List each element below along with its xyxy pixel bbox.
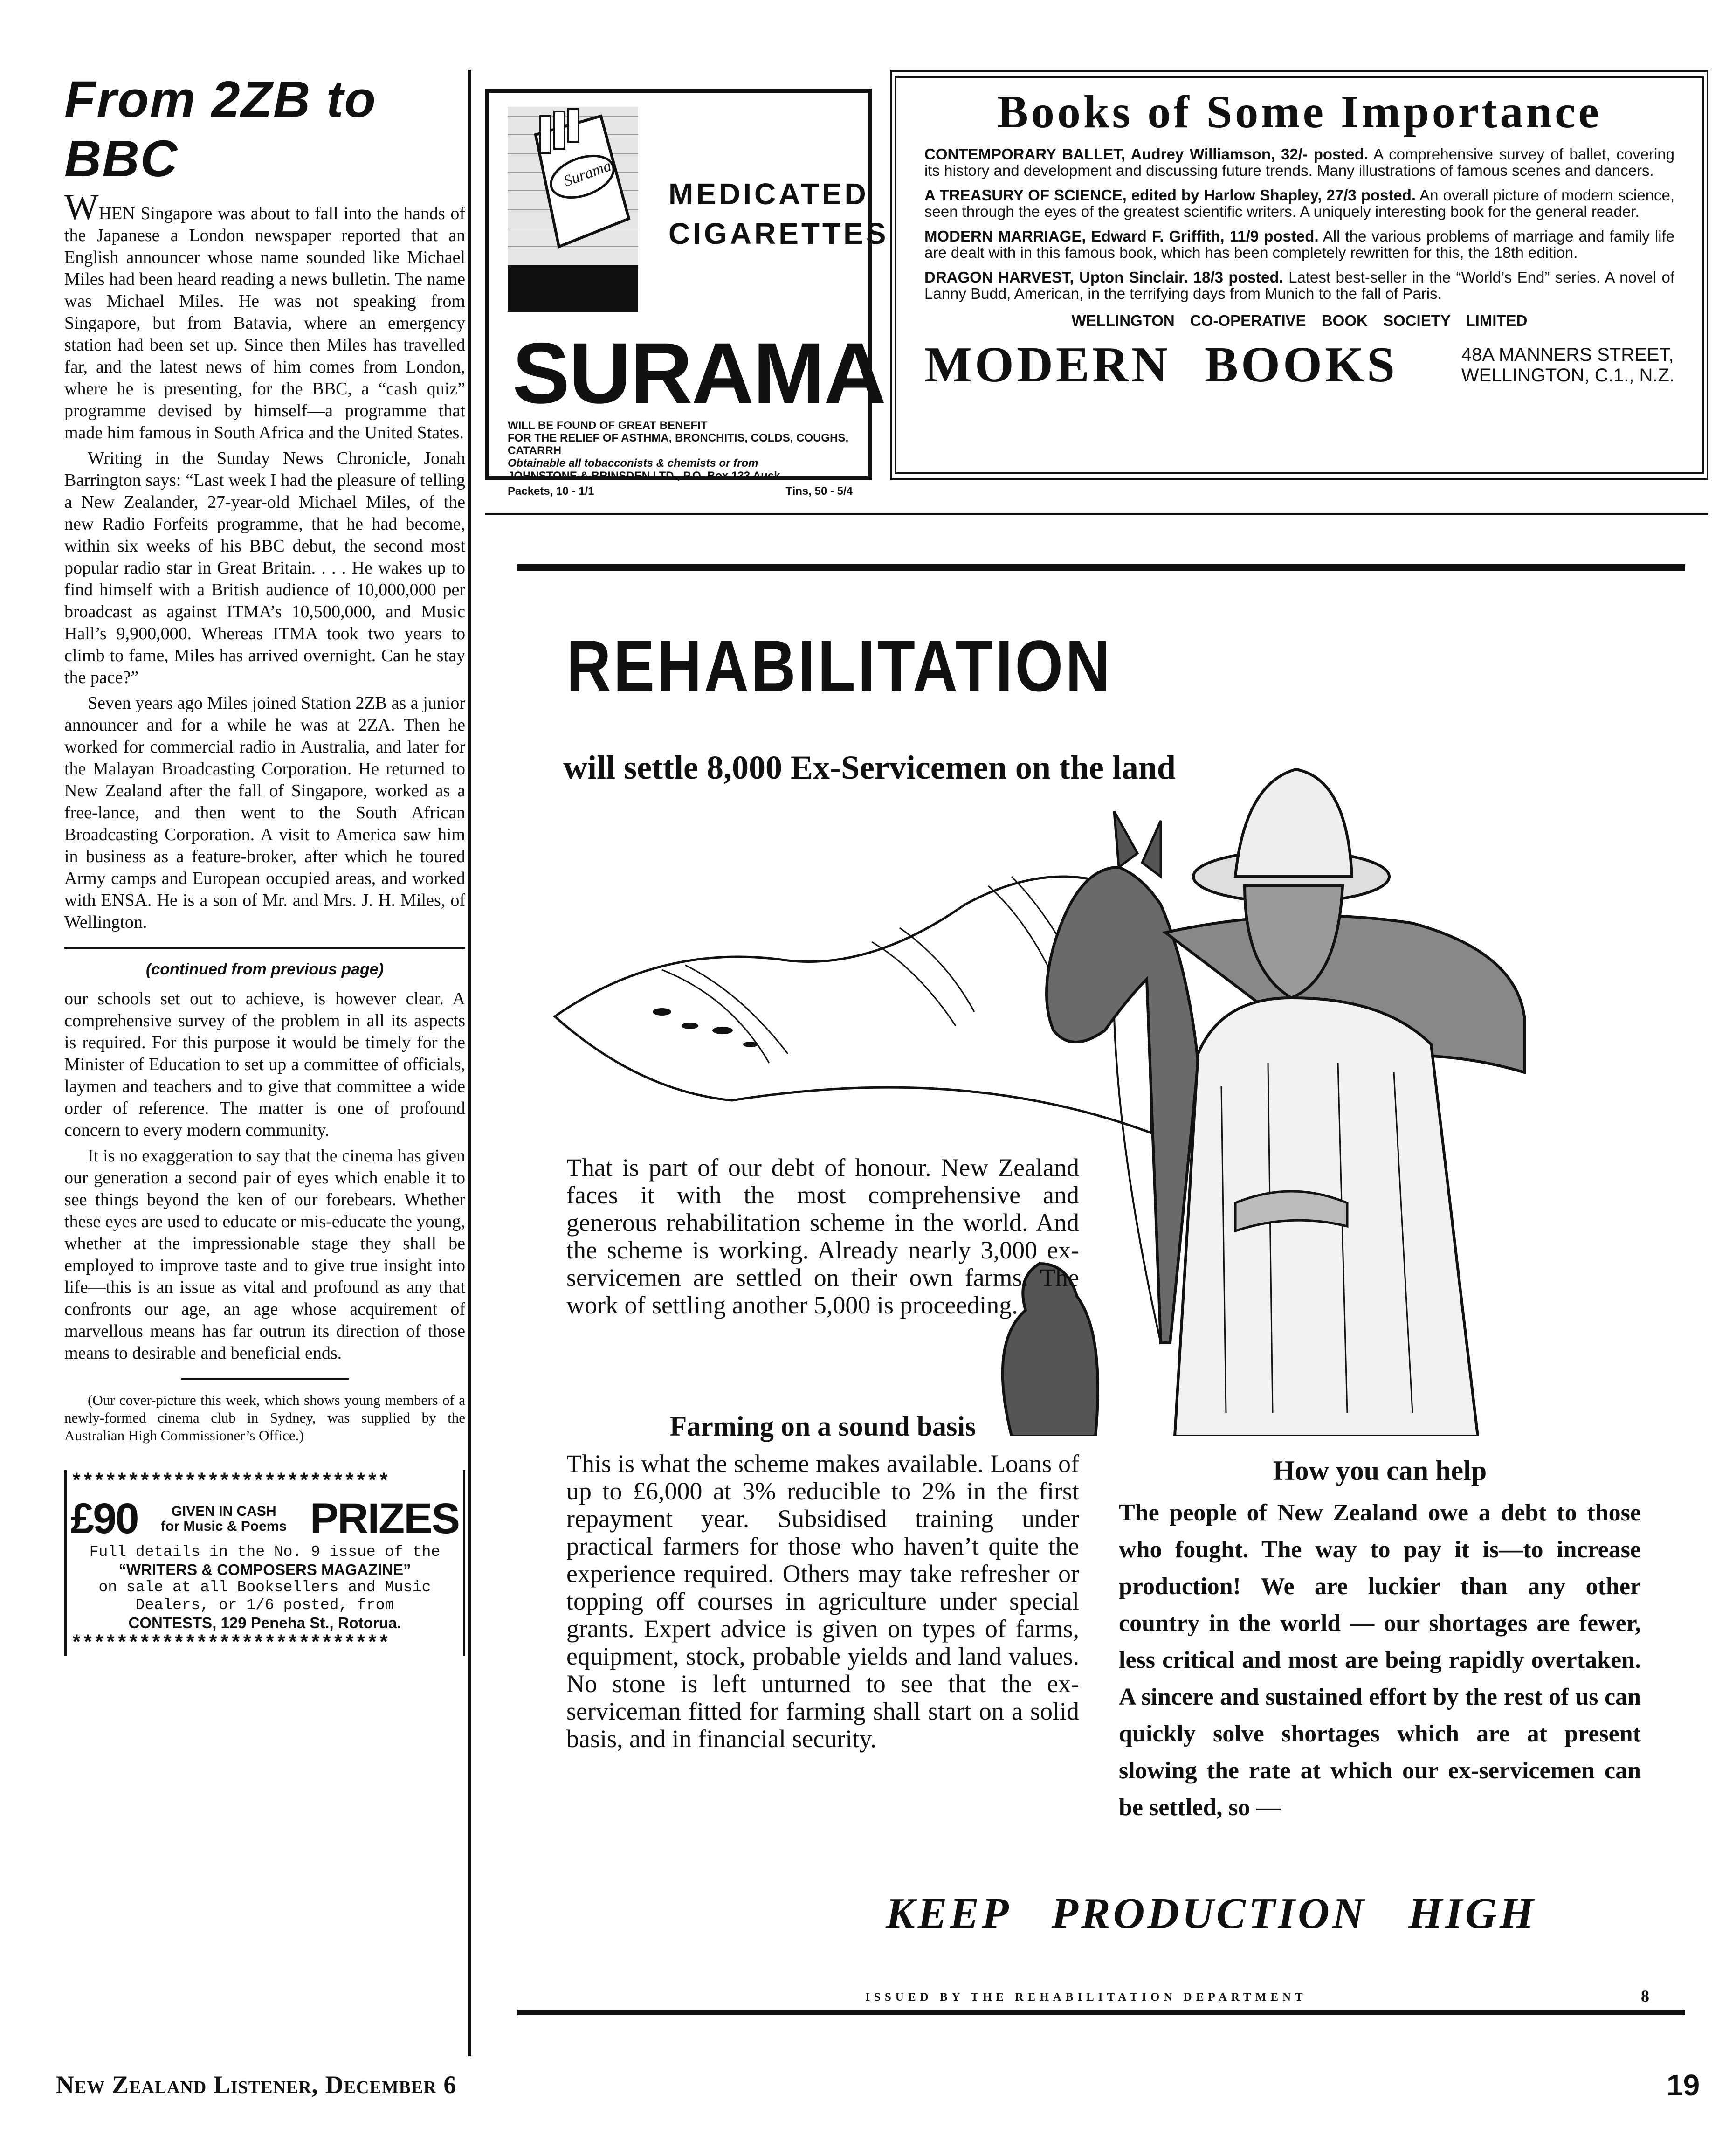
article-paragraph: Writing in the Sunday News Chronicle, Jonah Barrington says: “Last week I had the pleasure of telling a New Zealander, 27-year-old Michael Miles, of the new Radio Forfeits programme, that he had become, within six weeks of his BBC debut, the second most popular radio star in Great Britain. . . . He wakes up to find himself with a British audience of 10,000,000 per broadcast as against ITMA’s 10,500,000, and Music Hall’s 9,900,000. Whereas ITMA took two years to climb to fame, Miles has arrived overnight. Can he stay the pace?” bbox=[64, 449, 465, 687]
horizontal-rule bbox=[517, 564, 1685, 571]
prize-subtext-line: GIVEN IN CASH bbox=[171, 1503, 276, 1519]
book-title: DRAGON HARVEST, Upton Sinclair. 18/3 posted. bbox=[924, 269, 1283, 286]
article-paragraph-text: HEN Singapore was about to fall into the hands of the Japanese a London newspaper reported that an English announcer whose name sounded like Michael Miles had been heard reading a news bulletin. The name was Michael Miles. He was not speaking from Singapore, but from Batavia, where an emergency station had been set up. Since then Miles has travelled far, and the latest news of him comes from London, where he is presenting, for the BBC, a “cash quiz” programme devised by himself—a programme that made him famous in South Africa and the United States. bbox=[64, 204, 465, 442]
horizontal-rule bbox=[517, 2010, 1685, 2015]
book-description: A comprehensive survey of ballet, covering its history and development and discussing future trends. Many illustrations of famous scenes and dancers. bbox=[924, 145, 1675, 179]
prize-headline bbox=[70, 1494, 459, 1543]
cover-picture-note: (Our cover-picture this week, which shows young members of a newly-formed cinema club in Sydney, was supplied by the Australian High Commissioner’s Office.) bbox=[64, 1392, 465, 1444]
books-ad bbox=[890, 70, 1708, 480]
cigarette-pack-icon bbox=[508, 107, 638, 312]
tins-price: Tins, 50 - 5/4 bbox=[785, 485, 853, 498]
help-heading: How you can help bbox=[1273, 1455, 1487, 1486]
book-title: CONTEMPORARY BALLET, Audrey Williamson, 32/- posted. bbox=[924, 145, 1369, 163]
column-rule bbox=[468, 70, 471, 2056]
books-ad-title: Books of Some Importance bbox=[997, 86, 1602, 138]
book-item bbox=[924, 146, 1674, 179]
continued-paragraph: our schools set out to achieve, is however clear. A comprehensive survey of the problem in all its aspects is required. For this purpose it would be timely for the Minister of Education to set up a committee of officials, laymen and teachers and to give that committee a wide order of reference. The matter is one of profound concern to every modern community. bbox=[64, 989, 465, 1140]
book-society: WELLINGTON CO-OPERATIVE BOOK SOCIETY LIMITED bbox=[1071, 312, 1528, 329]
book-title: MODERN MARRIAGE, Edward F. Griffith, 11/9 posted. bbox=[924, 228, 1319, 245]
medicated-label: MEDICATED bbox=[668, 177, 869, 211]
book-description: All the various problems of marriage and family life are dealt with in this famous book, which has been completely rewritten for this, the 18th edition. bbox=[924, 228, 1674, 261]
page-number: 19 bbox=[1667, 2068, 1700, 2102]
cigarettes-label: CIGARETTES bbox=[668, 217, 889, 250]
help-text: The people of New Zealand owe a debt to those who fought. The way to pay it is—to increase production! We are luckier than any other country in the world — our shortages are fewer, less critical and most are being rapidly overtaken. A sincere and sustained effort by the rest of us can quickly solve shortages which are at present slowing the rate at which our ex-servicemen can be settled, so — bbox=[1119, 1499, 1641, 1821]
surama-ad bbox=[485, 89, 889, 498]
store-address bbox=[1461, 345, 1674, 386]
divider bbox=[181, 1378, 349, 1380]
address-line: 48A MANNERS STREET, bbox=[1461, 345, 1674, 365]
book-item bbox=[924, 187, 1674, 220]
continued-paragraph: It is no exaggeration to say that the cinema has given our generation a second pair of eyes which enable it to see things beyond the ken of our forebears. Whether these eyes are used to educate or mis-educate the young, whether at the impressionable stage they shall be employed to improve taste and to give true insight into life—this is an issue as vital and profound as any that confronts our age, an age whose acquirement of marvellous means has far outrun its direction of those means to desirable and beneficial ends. bbox=[64, 1146, 465, 1363]
prizes-ad bbox=[64, 1470, 465, 1656]
issued-by: ISSUED BY THE REHABILITATION DEPARTMENT bbox=[865, 1991, 1307, 2004]
prize-subtext-line: for Music & Poems bbox=[161, 1518, 287, 1534]
prize-line: “WRITERS & COMPOSERS MAGAZINE” bbox=[118, 1561, 411, 1578]
book-description: Latest best-seller in the “World’s End” series. A novel of Lanny Budd, American, in the terrifying days from Munich to the fall of Paris. bbox=[924, 269, 1674, 302]
book-description: An overall picture of modern science, seen through the eyes of the greatest scientific writers. A uniquely interesting book for the general reader. bbox=[924, 187, 1674, 220]
book-item bbox=[924, 269, 1674, 302]
article-paragraph bbox=[64, 187, 465, 444]
article-body bbox=[64, 187, 465, 933]
article-paragraph: Seven years ago Miles joined Station 2ZB as a junior announcer and for a while he was at 2ZA. Then he worked for commercial radio in Australia, and later for the Malayan Broadcasting Corporation. He returned to New Zealand after the fall of Singapore, worked as a free-lance, and then went to the South African Broadcasting Corporation. A visit to America saw him in business as a feature-broker, after which he toured Army camps and European occupied areas, and worked with ENSA. He is a son of Mr. and Mrs. J. H. Miles, of Wellington. bbox=[64, 693, 465, 932]
surama-line: FOR THE RELIEF OF ASTHMA, BRONCHITIS, COLDS, COUGHS, CATARRH bbox=[508, 432, 849, 457]
left-column bbox=[64, 70, 465, 1656]
drop-cap: W bbox=[64, 187, 99, 227]
rehab-intro: That is part of our debt of honour. New Zealand faces it with the most comprehensive and generous rehabilitation scheme in the world. And the scheme is working. Already nearly 3,000 ex-servicemen are settled on their own farms. The work of settling another 5,000 is proceeding. bbox=[566, 1154, 1079, 1319]
prize-subtext bbox=[161, 1504, 287, 1534]
prize-line: Dealers, or 1/6 posted, from bbox=[135, 1596, 394, 1614]
stars-border-bottom: **************************** bbox=[70, 1632, 389, 1656]
surama-line: Obtainable all tobacconists & chemists or from bbox=[508, 457, 758, 470]
prize-line: CONTESTS, 129 Peneha St., Rotorua. bbox=[128, 1614, 401, 1631]
continued-note: (continued from previous page) bbox=[145, 960, 384, 978]
surama-text bbox=[508, 419, 853, 498]
rehab-subtitle: will settle 8,000 Ex-Servicemen on the land bbox=[563, 749, 1176, 786]
prize-line: Full details in the No. 9 issue of the bbox=[89, 1543, 441, 1561]
stars-border-top: **************************** bbox=[70, 1471, 389, 1494]
books-ad-inner bbox=[895, 76, 1704, 474]
surama-brand: SURAMA bbox=[512, 325, 885, 422]
surama-line: JOHNSTONE & BRINSDEN LTD., P.O. Box 133 Auck. bbox=[508, 470, 784, 482]
pack-label: Surama bbox=[561, 157, 614, 190]
prizes-word: PRIZES bbox=[310, 1495, 459, 1542]
slogan: KEEP PRODUCTION HIGH bbox=[886, 1889, 1536, 1938]
publication-footer: New Zealand Listener, December 6 bbox=[56, 2071, 457, 2099]
issued-mark: 8 bbox=[1641, 1987, 1649, 2005]
horizontal-rule bbox=[485, 513, 1708, 515]
farming-heading: Farming on a sound basis bbox=[669, 1411, 976, 1442]
address-line: WELLINGTON, C.1., N.Z. bbox=[1461, 365, 1674, 386]
book-item bbox=[924, 228, 1674, 261]
continued-body bbox=[64, 988, 465, 1364]
surama-prices bbox=[508, 485, 853, 498]
farming-text: This is what the scheme makes available. Loans of up to £6,000 at 3% reducible to 2% in the first repayment year. Subsidised training under practical farmers for those who haven’t quite the experience required. Others may take refresher or topping off courses in agriculture under special grants. Expert advice is given on types of farms, equipment, stock, probable yields and land values. No stone is left unturned to see that the ex-serviceman fitted for farming shall start on a solid basis, and in financial security. bbox=[566, 1450, 1079, 1753]
books-store bbox=[924, 336, 1674, 394]
divider bbox=[64, 947, 465, 949]
surama-line: WILL BE FOUND OF GREAT BENEFIT bbox=[508, 419, 708, 432]
prize-line: on sale at all Booksellers and Music bbox=[98, 1579, 431, 1596]
book-title: A TREASURY OF SCIENCE, edited by Harlow Shapley, 27/3 posted. bbox=[924, 187, 1416, 204]
prize-amount: £90 bbox=[70, 1495, 138, 1542]
packets-price: Packets, 10 - 1/1 bbox=[508, 485, 594, 498]
store-name: MODERN BOOKS bbox=[924, 337, 1398, 393]
rehab-title: REHABILITATION bbox=[566, 626, 1113, 707]
article-title: From 2ZB to BBC bbox=[64, 71, 377, 187]
